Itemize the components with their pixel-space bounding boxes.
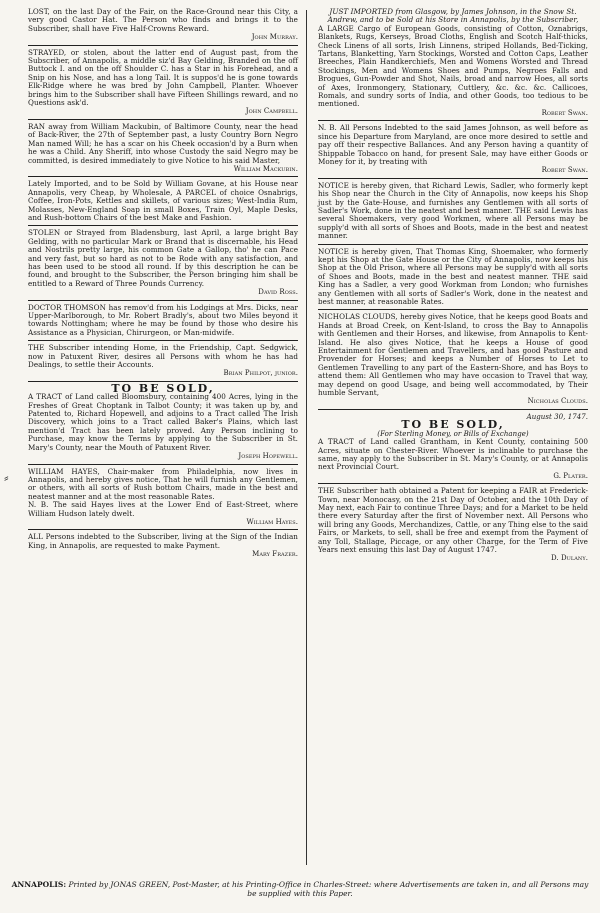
ad-text: A TRACT of Land called Bloomsbury, containing 400 Acres, lying in the Freshes of Great Choptank in Talbot County; it was taken up by, and Patented to, Richard Hopewell, and adjoins to a Tract called The Irish Discovery, which joins to a Tract called Baker's Plains, which last mention'd Tract has been lately proved. Any Person inclining to Purchase, may know the Terms by applying to the Subscriber in St. Mary's County, near the Mouth of Patuxent River.	[28, 392, 298, 452]
ad-separator	[318, 309, 588, 310]
ad-separator	[318, 483, 588, 484]
advertisement	[28, 533, 298, 558]
advertisement	[318, 124, 588, 174]
ad-sig: David Ross.	[258, 288, 298, 297]
imprint-place: ANNAPOLIS:	[11, 880, 67, 889]
column-divider	[306, 10, 307, 865]
advertisement	[28, 304, 298, 338]
ad-text: LOST, on the last Day of the Fair, on the Race-Ground near this City, a very good Castor Hat. The Person who finds and brings it to the Subscriber, shall have Five Half-Crowns Reward.	[28, 7, 298, 33]
ad-text: Lately Imported, and to be Sold by William Govane, at his House near Annapolis, very Cheap, by Wholesale, A PARCEL of choice Osnabrigs, Coffee, Iron-Pots, Kettles and skillets, of various sizes; West-India Rum, Molasses, New-England Soap in small Boxes, Train Oyl, Maple Desks, and Rush-bottom Chairs of the best Make and Fashion.	[28, 179, 298, 222]
ad-note: N. B. The said Hayes lives at the Lower End of East-Street, where William Hudson lately dwelt.	[28, 500, 298, 518]
ad-separator	[318, 178, 588, 179]
imprint-footer	[10, 880, 590, 898]
ad-intro: JUST IMPORTED from Glasgow, by James Johnson, in the Snow St. Andrew, and to be Sold at his Store in Annapolis, by the Subscriber,	[327, 7, 579, 25]
margin-mark: ⸗	[4, 470, 9, 486]
ad-separator	[28, 225, 298, 226]
advertisement	[318, 313, 588, 405]
ad-separator	[318, 120, 588, 121]
ad-text: ALL Persons indebted to the Subscriber, living at the Sign of the Indian King, in Annapolis, are requested to make Payment.	[28, 532, 298, 550]
ad-separator	[28, 529, 298, 530]
left-column	[28, 8, 298, 561]
ad-heading: TO BE SOLD,	[401, 418, 505, 432]
ad-sig: John Campbell.	[245, 107, 298, 116]
advertisement	[318, 487, 588, 563]
advertisement	[28, 468, 298, 527]
ad-text: N. B. All Persons Indebted to the said James Johnson, as well before as since his Departure from Maryland, are once more desired to settle and pay off their respective Ballances. And any Person having a quantity of Shippable Tobacco on hand, for present Sale, may have either Goods or Money for it, by treating with	[318, 123, 588, 166]
advertisement	[318, 8, 588, 117]
ad-sig: Mary Frazer.	[252, 550, 298, 559]
ad-text: STRAYED, or stolen, about the latter end of August past, from the Subscriber, of Annapolis, a middle siz'd Bay Gelding, Branded on the off Buttock I. and on the off Shoulder C. has a Star in his Forehead, and a Snip on his Nose, and has a long Tail. It is suppos'd he is gone towards Elk-Ridge where he was bred by John Campbell, Planter. Whoever brings him to the Subscriber shall have Fifteen Shillings reward, and no Questions ask'd.	[28, 47, 298, 108]
ad-sig: Nicholas Clouds.	[527, 397, 588, 406]
advertisement	[28, 381, 298, 461]
ad-text: THE Subscriber hath obtained a Patent for keeping a FAIR at Frederick-Town, near Monocasy, on the 21st Day of October, and the 10th Day of May next, each Fair to continue Three Days; and for a Market to be held there every Saturday after the first of November next. All Persons who will bring any Goods, Merchandizes, Cattle, or any Thing else to the said Fairs, or Markets, to sell, shall be free and exempt from the Payment of any Toll, Stallage, Piccage, or any other Charge, for the Term of Five Years next ensuing this last Day of August 1747.	[318, 486, 588, 554]
right-column	[318, 8, 588, 565]
advertisement	[318, 248, 588, 307]
advertisement	[28, 229, 298, 296]
ad-sig: Brian Philpot, junior.	[223, 369, 298, 378]
ad-separator	[28, 45, 298, 46]
ad-subhead: (For Sterling Money, or Bills of Exchange)	[377, 429, 529, 438]
ad-text: RAN away from William Mackubin, of Baltimore County, near the head of Back-River, the 27th of September past, a lusty Country Born Negro Man named Will; he has a scar on his Cheek occasion'd by a Burn when he was a Child. Any Sheriff, into whose Custody the said Negro may be committed, is desired immediately to give Notice to his said Master,	[28, 121, 298, 165]
advertisement	[28, 180, 298, 222]
ad-separator	[28, 176, 298, 177]
ad-separator	[28, 340, 298, 341]
ad-sig: G. Plater.	[553, 471, 588, 480]
ad-date: August 30, 1747.	[526, 412, 588, 421]
advertisement	[318, 413, 588, 480]
ad-separator	[28, 300, 298, 301]
ad-text: WILLIAM HAYES, Chair-maker from Philadelphia, now lives in Annapolis, and hereby gives notice, That he will furnish any Gentlemen, or others, with all sorts of Rush bottom Chairs, made in the best and neatest manner and at the most reasonable Rates.	[28, 466, 298, 501]
imprint-text: Printed by JONAS GREEN, Post-Master, at his Printing-Office in Charles-Street: where Advertisements are taken in, and all Persons may be supplied with this Paper.	[68, 880, 589, 898]
ad-sig: John Murray.	[251, 33, 298, 42]
ad-text: NICHOLAS CLOUDS, hereby gives Notice, that he keeps good Boats and Hands at Broad Creek, on Kent-Island, to cross the Bay to Annapolis with Gentlemen and their Horses, and likewise, from Annapolis to Kent-Island. He also gives Notice, that he keeps a House of good Entertainment for Gentlemen and Travellers, and has good Pasture and Provender for Horses; and keeps a Number of Horses to Let to Gentlemen Travelling to any part of the Eastern-Shore, and has Boys to attend them: All Gentlemen who may have occasion to Travel that way, may depend on good Usage, and being well accommodated, by Their humble Servant,	[318, 312, 588, 398]
advertisement	[28, 344, 298, 378]
ad-separator	[28, 464, 298, 465]
ad-separator	[318, 409, 588, 410]
ad-text: THE Subscriber intending Home, in the Friendship, Capt. Sedgwick, now in Patuxent River, desires all Persons with whom he has had Dealings, to settle their Accounts.	[28, 343, 298, 370]
ad-text: STOLEN or Strayed from Bladensburg, last April, a large bright Bay Gelding, with no particular Mark or Brand that is discernable, his Head and Nostrils pretty large, his common Gate a Gallop, tho' he can Pace and very fast, but so hard as not to be Rode with any satisfaction, and has been used to be stood all round. If by this description he can be found, and brought to the Subscriber, the Person bringing him shall be entitled to a Reward of Three Pounds Currency.	[28, 228, 298, 288]
ad-sig: William Hayes.	[246, 517, 298, 526]
advertisement	[28, 123, 298, 173]
ad-sig: Joseph Hopewell.	[238, 452, 298, 461]
advertisement	[28, 8, 298, 42]
ad-separator	[28, 119, 298, 120]
advertisement	[318, 182, 588, 241]
ad-sig: Robert Swan.	[541, 108, 588, 117]
ad-separator	[318, 244, 588, 245]
ad-text: NOTICE is hereby given, That Thomas King, Shoemaker, who formerly kept his Shop at the Gate House or the City of Annapolis, now keeps his Shop at the Old Prison, where all Persons may be supply'd with all sorts of Shoes and Boots, made in the best and neatest manner. THE said King has a Sadler, a very good Workman from London; who furnishes any Gentlemen with all sorts of Sadler's Work, done in the neatest and best manner, at reasonable Rates.	[318, 246, 588, 306]
ad-heading: TO BE SOLD,	[111, 381, 215, 395]
ad-sig: William Mackubin.	[233, 164, 298, 173]
ad-sig: Robert Swan.	[541, 166, 588, 175]
ad-text: DOCTOR THOMSON has remov'd from his Lodgings at Mrs. Dicks, near Upper-Marlborough, to Mr. Robert Bradly's, about two Miles beyond it towards Nottingham; where he may be found by those who desire his Assistance as a Physician, Chirurgeon, or Man-midwife.	[28, 302, 298, 337]
advertisement	[28, 49, 298, 116]
ad-text: NOTICE is hereby given, that Richard Lewis, Sadler, who formerly kept his Shop near the Church in the City of Annapolis, now keeps his Shop just by the Gate-House, and furnishes any Gentlemen with all sorts of Sadler's Work, done in the neatest and best manner. THE said Lewis has several Shoemakers, very good Workmen, where all Persons may be supply'd with all sorts of Shoes and Boots, made in the best and neatest manner.	[318, 180, 588, 241]
ad-sig: D. Dulany.	[551, 554, 588, 563]
ad-text: A LARGE Cargo of European Goods, consisting of Cotton, Oznabrigs, Blankets, Rugs, Kerseys, Broad Cloths, English and Scotch Half-thicks, Check Linens of all sorts, Irish Linnens, striped Hollands, Bed-Ticking, Tartans, Blanketting, Yarn Stockings, Worsted and Cotton Caps, Leather Breeches, Plain Handkerchiefs, Men and Womens Worsted and Thread Stockings, Men and Womens Shoes and Pumps, Negroes Falls and Brogues, Gun-Powder and Shot, Nails, broad and narrow Hoes, all sorts of Axes, Ironmongery, Stationary, Cuttlery, &c. &c. &c. Callicoes, Romals, and sundry sorts of India, and other Goods, too tedious to be mentioned.	[318, 23, 588, 109]
ad-text: A TRACT of Land called Grantham, in Kent County, containing 500 Acres, situate on Chester-River. Whoever is inclinable to purchase the same, may apply to the Subscriber in St. Mary's County, or at Annapolis next Provincial Court.	[318, 437, 588, 472]
